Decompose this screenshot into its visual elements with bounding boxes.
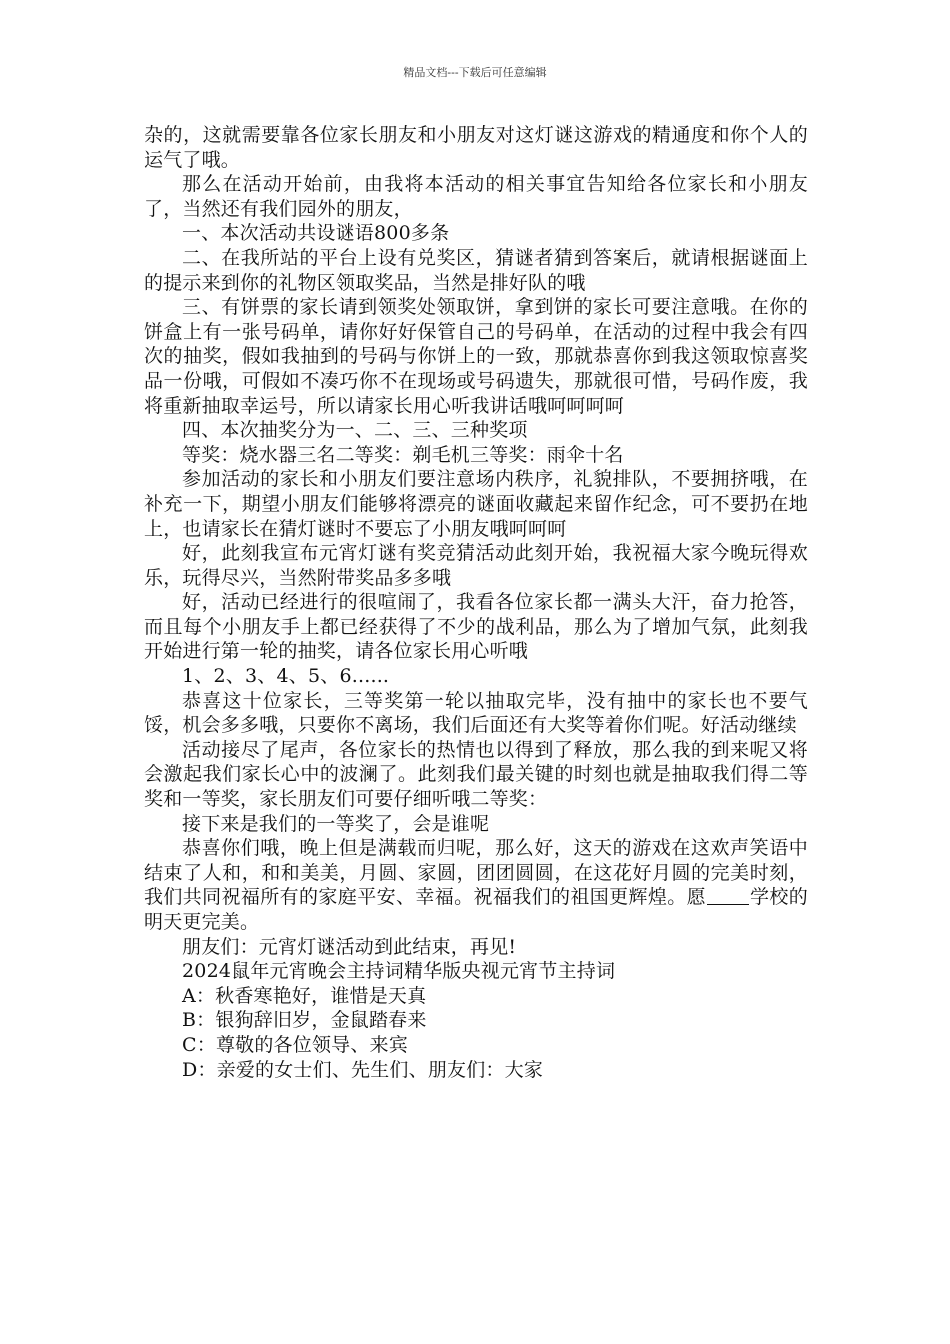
paragraph-15-tail: 学校的明天更完美。 [144,886,808,933]
paragraph-5: 三、有饼票的家长请到领奖处领取饼，拿到饼的家长可要注意哦。在你的饼盒上有一张号码单，请你好好保管自己的号码单，在活动的过程中我会有四次的抽奖，假如我抽到的号码与你饼上的一致，那就恭喜你到我这领取惊喜奖品一份哦，可假如不凑巧你不在现场或号码遗失，那就很可惜，号码作废，我将重新抽取幸运号，所以请家长用心听我讲话哦呵呵呵呵 [144,296,808,417]
paragraph-14: 接下来是我们的一等奖了，会是谁呢 [182,812,490,835]
paragraph-3: 一、本次活动共设谜语800多条 [182,222,450,245]
paragraph-11: 1、2、3、4、5、6...... [182,665,390,688]
paragraph-1: 杂的，这就需要靠各位家长朋友和小朋友对这灯谜这游戏的精通度和你个人的运气了哦。 [144,124,808,171]
paragraph-10: 好，活动已经进行的很喧闹了，我看各位家长都一满头大汗，奋力抢答，而且每个小朋友手上都已经获得了不少的战利品，那么为了增加气氛，此刻我开始进行第一轮的抽奖，请各位家长用心听哦 [144,591,808,663]
paragraph-20: C：尊敬的各位领导、来宾 [182,1033,408,1056]
paragraph-9: 好，此刻我宣布元宵灯谜有奖竞猜活动此刻开始，我祝福大家今晚玩得欢乐，玩得尽兴，当然附带奖品多多哦 [144,542,808,589]
document-body [144,123,808,1082]
paragraph-15 [144,836,808,934]
paragraph-18: A：秋香寒艳好，谁惜是天真 [182,984,427,1007]
page-header: 精品文档---下载后可任意编辑 [403,66,547,79]
paragraph-4: 二、在我所站的平台上设有兑奖区，猜谜者猜到答案后，就请根据谜面上的提示来到你的礼物区领取奖品，当然是排好队的哦 [144,246,808,294]
paragraph-17: 2024鼠年元宵晚会主持词精华版央视元宵节主持词 [182,960,616,983]
paragraph-6: 四、本次抽奖分为一、二、三、三种奖项 [182,419,528,442]
paragraph-13: 活动接尽了尾声，各位家长的热情也以得到了释放，那么我的到来呢又将会激起我们家长心中的波澜了。此刻我们最关键的时刻也就是抽取我们得二等奖和一等奖，家长朋友们可要仔细听哦二等奖： [144,738,808,811]
paragraph-2: 那么在活动开始前，由我将本活动的相关事宜告知给各位家长和小朋友了，当然还有我们园外的朋友， [144,173,808,220]
paragraph-12: 恭喜这十位家长，三等奖第一轮以抽取完毕，没有抽中的家长也不要气馁，机会多多哦，只要你不离场，我们后面还有大奖等着你们呢。好活动继续 [144,689,808,737]
paragraph-21: D：亲爱的女士们、先生们、朋友们：大家 [182,1058,544,1081]
fill-in-blank [707,885,749,905]
paragraph-15-text: 恭喜你们哦，晚上但是满载而归呢，那么好，这天的游戏在这欢声笑语中结束了人和，和和美美，月圆、家圆，团团圆圆，在这花好月圆的完美时刻，我们共同祝福所有的家庭平安、幸福。祝福我们的祖国更辉煌。愿 [144,837,808,909]
paragraph-16: 朋友们：元宵灯谜活动到此结束，再见! [182,935,517,958]
paragraph-7: 等奖：烧水器三名二等奖：剃毛机三等奖：雨伞十名 [182,443,624,466]
paragraph-8: 参加活动的家长和小朋友们要注意场内秩序，礼貌排队，不要拥挤哦，在补充一下，期望小朋友们能够将漂亮的谜面收藏起来留作纪念，可不要扔在地上，也请家长在猜灯谜时不要忘了小朋友哦呵呵呵 [144,468,808,540]
paragraph-19: B：银狗辞旧岁，金鼠踏春来 [182,1009,427,1032]
